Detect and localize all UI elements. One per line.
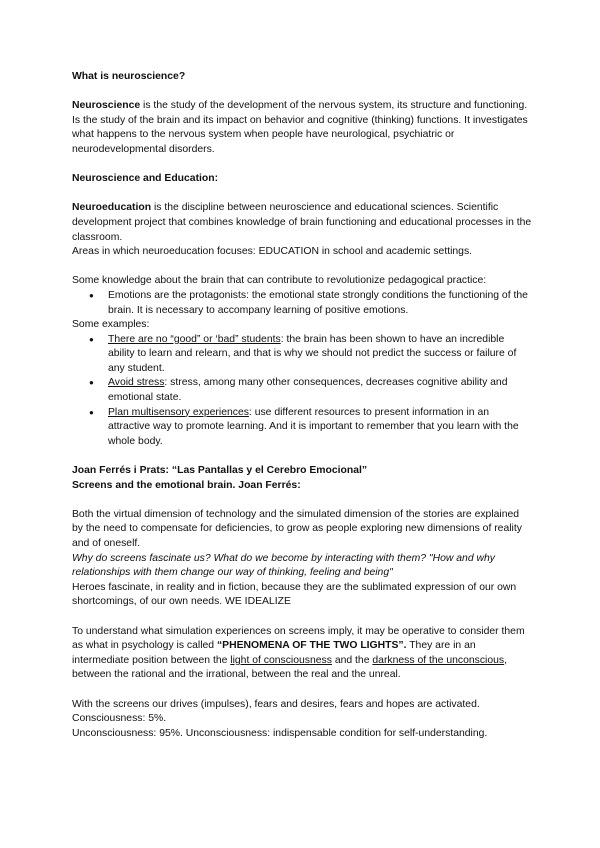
paragraph-questions: Why do screens fascinate us? What do we become by interacting with them? "How and why relationships with them change our way of thinking, feeling and being" xyxy=(72,552,495,579)
paragraph-drives: With the screens our drives (impulses), fears and desires, fears and hopes are activated. xyxy=(72,698,480,710)
heading-ferres-book: Joan Ferrés i Prats: “Las Pantallas y el Cerebro Emocional” xyxy=(72,465,368,477)
two-lights-term: “PHENOMENA OF THE TWO LIGHTS”. xyxy=(216,640,407,652)
paragraph-knowledge: Some knowledge about the brain that can contribute to revolutionize pedagogical practice: xyxy=(72,275,487,287)
list-item: ● Emotions are the protagonists: the emotional state strongly conditions the functioning of the brain. It is necessary to accompany learning of positive emotions. xyxy=(108,289,532,318)
list-knowledge xyxy=(72,289,532,318)
term-neuroscience: Neuroscience xyxy=(72,100,141,112)
paragraph-virtual-dimension: Both the virtual dimension of technology and the simulated dimension of the stories are explained by the need to compensate for deficiencies, to grow as people exploring new dimensions of reality and of oneself. xyxy=(72,508,522,549)
simulation-text: , between the rational and the irrational, between the real and the unreal. xyxy=(72,654,507,681)
simulation-text: They are in an intermediate position between the xyxy=(72,640,476,666)
neuroscience-definition: is the study of the development of the nervous system, its structure and functioning. Is the study of the brain and its impact on behavior and cognitive (thinking) functions. It investigates what happens to the nervous system when people have neurological, psychiatric or neurodevelopmental disorders. xyxy=(72,100,528,155)
list-item xyxy=(108,406,532,450)
heading-neuroscience-and-education: Neuroscience and Education: xyxy=(72,173,219,185)
example-title: Avoid stress xyxy=(108,377,165,389)
heading-what-is-neuroscience: What is neuroscience? xyxy=(72,71,186,82)
example-title: Plan multisensory experiences xyxy=(108,406,249,418)
example-title: There are no “good” or ‘bad” students xyxy=(108,333,281,345)
list-item xyxy=(108,376,532,405)
example-text: : stress, among many other consequences, decreases cognitive ability and emotional state. xyxy=(108,377,508,404)
paragraph-unconsciousness: Unconsciousness: 95%. Unconsciousness: indispensable condition for self-understanding. xyxy=(72,727,488,739)
neuroeducation-definition: is the discipline between neuroscience and educational sciences. Scientific development project that combines knowledge of brain functioning and educational processes in the classroom. xyxy=(72,202,532,243)
examples-label: Some examples: xyxy=(72,319,150,331)
light-of-consciousness: light of consciousness xyxy=(230,654,332,666)
paragraph-simulation xyxy=(72,625,532,683)
term-neuroeducation: Neuroeducation xyxy=(72,202,152,214)
example-text: : use different resources to present information in an attractive way to promote learning. And it is important to remember that you learn with the whole body. xyxy=(108,406,519,447)
document-page xyxy=(72,70,532,741)
paragraph-areas: Areas in which neuroeducation focuses: EDUCATION in school and academic settings. xyxy=(72,246,473,258)
list-item xyxy=(108,333,532,377)
simulation-text: To understand what simulation experiences on screens imply, it may be operative to consider them as what in psychology is called xyxy=(72,625,525,652)
paragraph-consciousness: Consciousness: 5%. xyxy=(72,713,167,725)
darkness-of-unconscious: darkness of the unconscious xyxy=(372,654,505,666)
paragraph-heroes: Heroes fascinate, in reality and in fiction, because they are the sublimated expression of our own shortcomings, of our own needs. WE IDEALIZE xyxy=(72,581,517,608)
example-text: : the brain has been shown to have an incredible ability to learn and relearn, and that is why we should not predict the success or failure of any student. xyxy=(108,333,517,374)
heading-screens-emotional-brain: Screens and the emotional brain. Joan Ferrés: xyxy=(72,479,301,491)
list-examples xyxy=(72,333,532,450)
paragraph-neuroscience xyxy=(72,99,532,157)
paragraph-neuroeducation xyxy=(72,201,532,245)
simulation-text: and the xyxy=(331,654,373,666)
